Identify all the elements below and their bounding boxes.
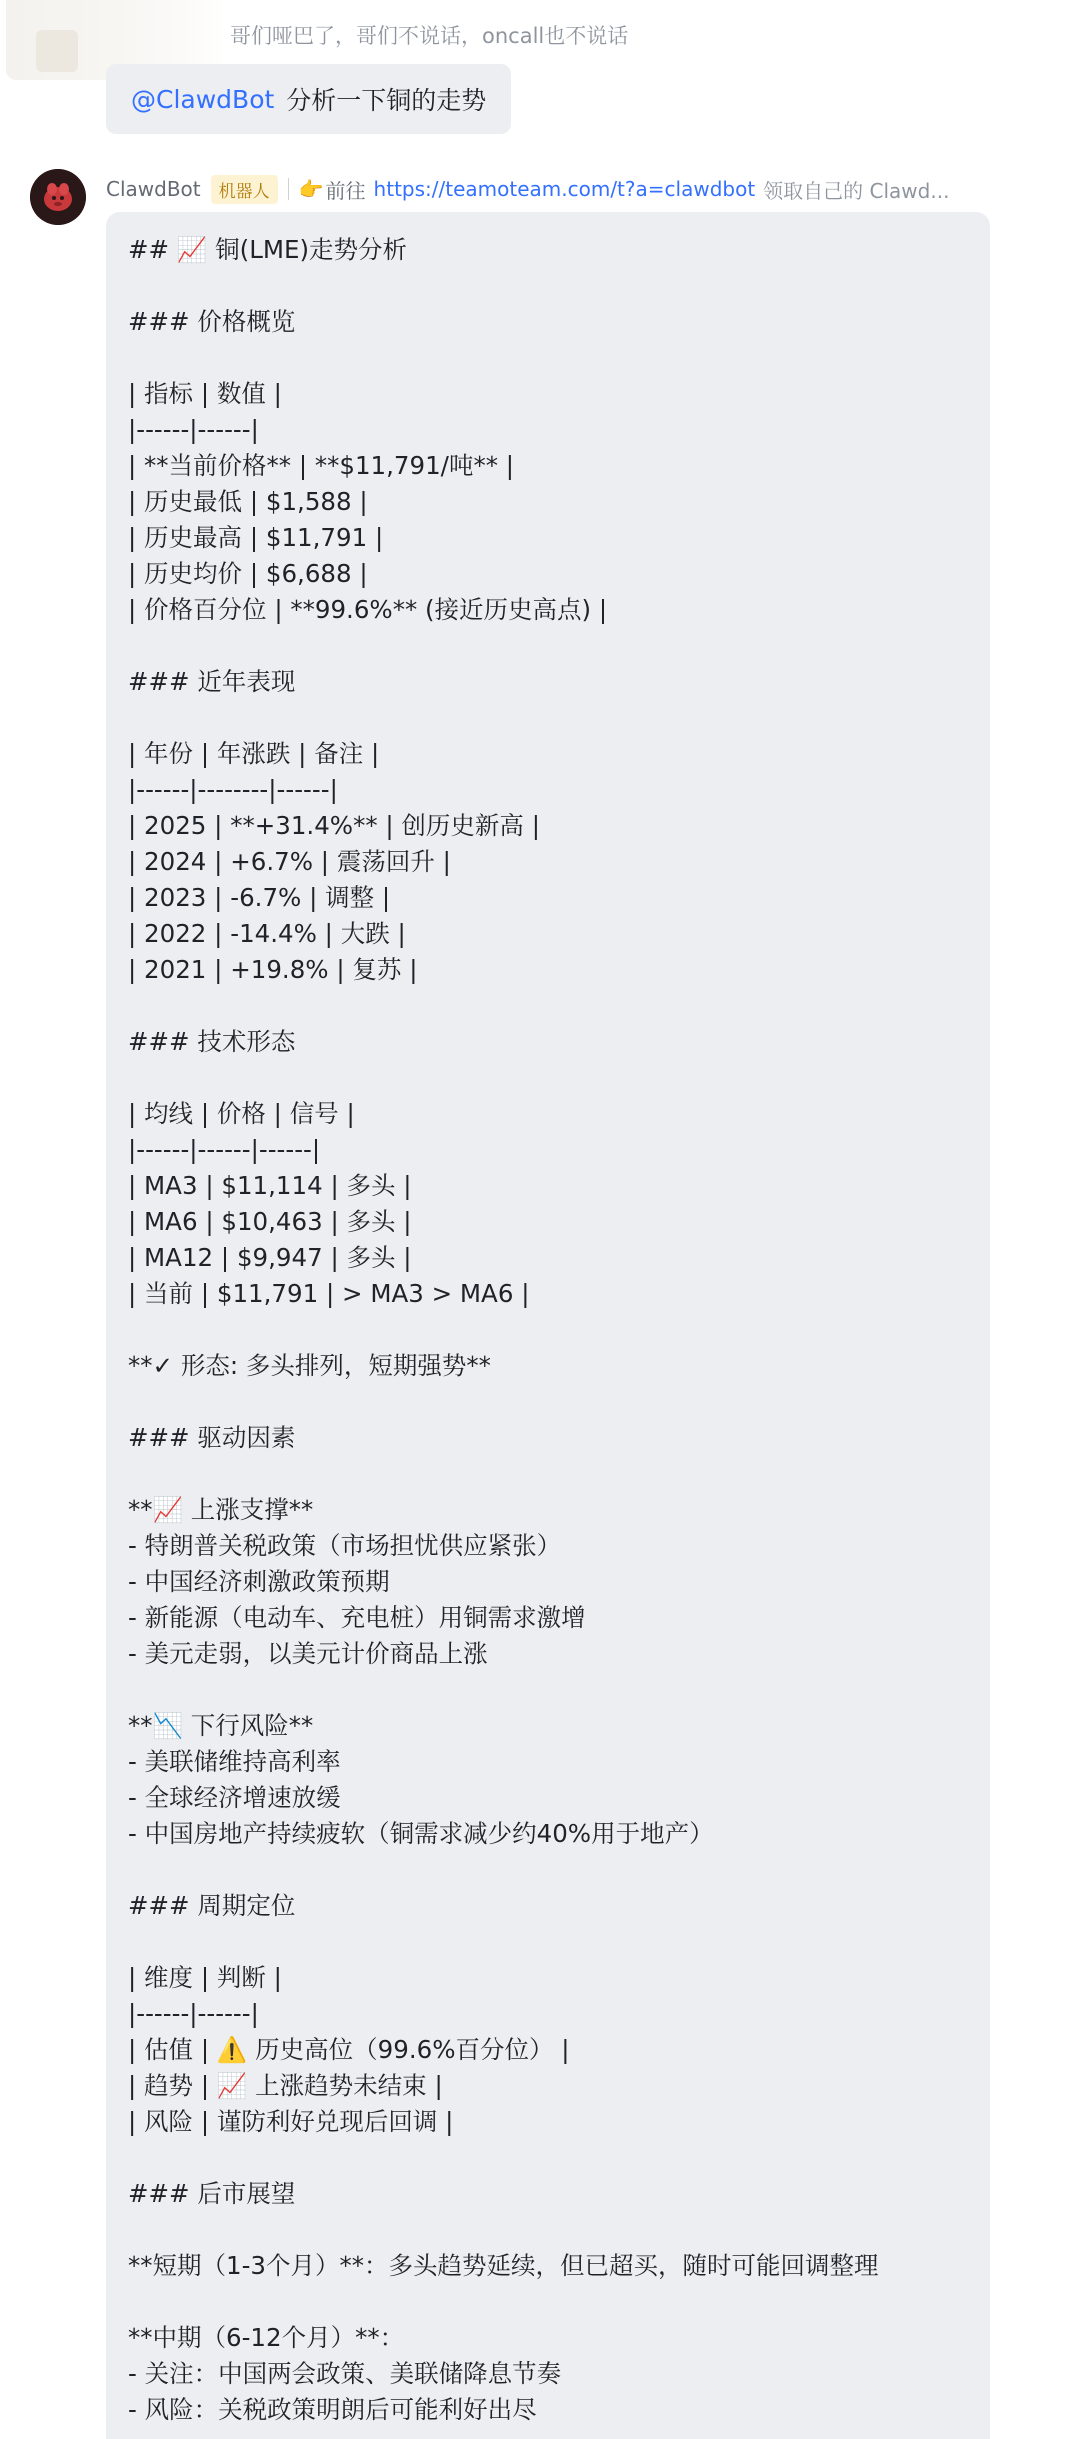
message-line bbox=[128, 340, 978, 376]
message-line: | MA6 | $10,463 | 多头 | bbox=[128, 1207, 412, 1236]
message-line: **✓ 形态: 多头排列，短期强势** bbox=[128, 1351, 491, 1380]
user-message-text: 分析一下铜的走势 bbox=[286, 86, 487, 115]
message-line: | **当前价格** | **$11,791/吨** | bbox=[128, 451, 514, 480]
bot-name[interactable]: ClawdBot bbox=[106, 177, 201, 201]
message-line: - 关注：中国两会政策、美联储降息节奏 bbox=[128, 2359, 562, 2388]
message-line: | 当前 | $11,791 | > MA3 > MA6 | bbox=[128, 1279, 530, 1308]
bot-signature-link[interactable]: https://teamoteam.com/t?a=clawdbot bbox=[373, 177, 756, 201]
message-line: | 2022 | -14.4% | 大跌 | bbox=[128, 919, 406, 948]
bot-signature-suffix: 领取自己的 Clawd... bbox=[763, 178, 950, 203]
user-message-bubble[interactable] bbox=[106, 64, 511, 134]
header-divider bbox=[288, 178, 289, 200]
message-line bbox=[128, 1924, 978, 1960]
message-line bbox=[128, 1852, 978, 1888]
message-line: - 美元走弱，以美元计价商品上涨 bbox=[128, 1639, 488, 1668]
bot-badge: 机器人 bbox=[211, 175, 278, 204]
message-line: | MA3 | $11,114 | 多头 | bbox=[128, 1171, 412, 1200]
message-line: | 估值 | ⚠️ 历史高位（99.6%百分位） | bbox=[128, 2035, 570, 2064]
message-line: | MA12 | $9,947 | 多头 | bbox=[128, 1243, 412, 1272]
message-line: | 历史最低 | $1,588 | bbox=[128, 487, 368, 516]
mention-link[interactable]: @ClawdBot bbox=[131, 84, 275, 114]
message-line bbox=[128, 988, 978, 1024]
message-line: ## 📈 铜(LME)走势分析 bbox=[128, 235, 408, 264]
message-line: **短期（1-3个月）**：多头趋势延续，但已超买，随时可能回调整理 bbox=[128, 2251, 879, 2280]
bot-avatar-icon bbox=[30, 169, 86, 225]
message-line bbox=[128, 2140, 978, 2176]
message-line bbox=[128, 1312, 978, 1348]
message-line: - 风险：关税政策明朗后可能利好出尽 bbox=[128, 2395, 537, 2424]
message-line: ### 技术形态 bbox=[128, 1027, 296, 1056]
previous-avatar-image bbox=[36, 30, 78, 72]
message-line: ### 近年表现 bbox=[128, 667, 296, 696]
message-line: **📉 下行风险** bbox=[128, 1711, 314, 1740]
message-line bbox=[128, 1060, 978, 1096]
message-line: - 新能源（电动车、充电桩）用铜需求激增 bbox=[128, 1603, 586, 1632]
message-line: ### 价格概览 bbox=[128, 307, 296, 336]
message-line: - 特朗普关税政策（市场担忧供应紧张） bbox=[128, 1531, 562, 1560]
message-line: | 价格百分位 | **99.6%** (接近历史高点) | bbox=[128, 595, 608, 624]
message-line bbox=[128, 1384, 978, 1420]
message-line bbox=[128, 2212, 978, 2248]
message-line: | 2025 | **+31.4%** | 创历史新高 | bbox=[128, 811, 540, 840]
message-line: | 维度 | 判断 | bbox=[128, 1963, 282, 1992]
message-line: | 风险 | 谨防利好兑现后回调 | bbox=[128, 2107, 454, 2136]
bot-avatar[interactable] bbox=[30, 169, 86, 225]
message-line: - 全球经济增速放缓 bbox=[128, 1783, 341, 1812]
message-line bbox=[128, 2284, 978, 2320]
message-line: | 均线 | 价格 | 信号 | bbox=[128, 1099, 355, 1128]
message-line: | 2024 | +6.7% | 震荡回升 | bbox=[128, 847, 451, 876]
message-line: |------|--------|------| bbox=[128, 775, 338, 804]
message-line: - 中国房地产持续疲软（铜需求减少约40%用于地产） bbox=[128, 1819, 714, 1848]
previous-message-text: 哥们哑巴了，哥们不说话，oncall也不说话 bbox=[230, 24, 629, 48]
previous-message-row bbox=[0, 0, 1072, 60]
message-line: **📈 上涨支撑** bbox=[128, 1495, 314, 1524]
message-line: |------|------| bbox=[128, 1999, 259, 2028]
message-line bbox=[128, 700, 978, 736]
message-line: |------|------|------| bbox=[128, 1135, 321, 1164]
message-line bbox=[128, 268, 978, 304]
message-line: | 历史均价 | $6,688 | bbox=[128, 559, 368, 588]
message-line bbox=[128, 1672, 978, 1708]
message-line: | 指标 | 数值 | bbox=[128, 379, 282, 408]
bot-message-content bbox=[128, 232, 978, 2428]
message-line: ### 驱动因素 bbox=[128, 1423, 296, 1452]
message-line: | 历史最高 | $11,791 | bbox=[128, 523, 384, 552]
message-line: | 趋势 | 📈 上涨趋势未结束 | bbox=[128, 2071, 443, 2100]
message-line bbox=[128, 628, 978, 664]
message-line: | 2023 | -6.7% | 调整 | bbox=[128, 883, 391, 912]
bot-header bbox=[106, 172, 949, 206]
message-line: **中期（6-12个月）**： bbox=[128, 2323, 405, 2352]
message-line: | 年份 | 年涨跌 | 备注 | bbox=[128, 739, 380, 768]
message-line: - 美联储维持高利率 bbox=[128, 1747, 341, 1776]
message-line: - 中国经济刺激政策预期 bbox=[128, 1567, 390, 1596]
pointing-hand-icon: 👉 bbox=[298, 177, 324, 201]
message-line: ### 后市展望 bbox=[128, 2179, 296, 2208]
message-line: | 2021 | +19.8% | 复苏 | bbox=[128, 955, 418, 984]
bot-signature-prefix: 前往 bbox=[325, 178, 366, 203]
message-line: ### 周期定位 bbox=[128, 1891, 296, 1920]
message-line: |------|------| bbox=[128, 415, 259, 444]
message-line bbox=[128, 1456, 978, 1492]
